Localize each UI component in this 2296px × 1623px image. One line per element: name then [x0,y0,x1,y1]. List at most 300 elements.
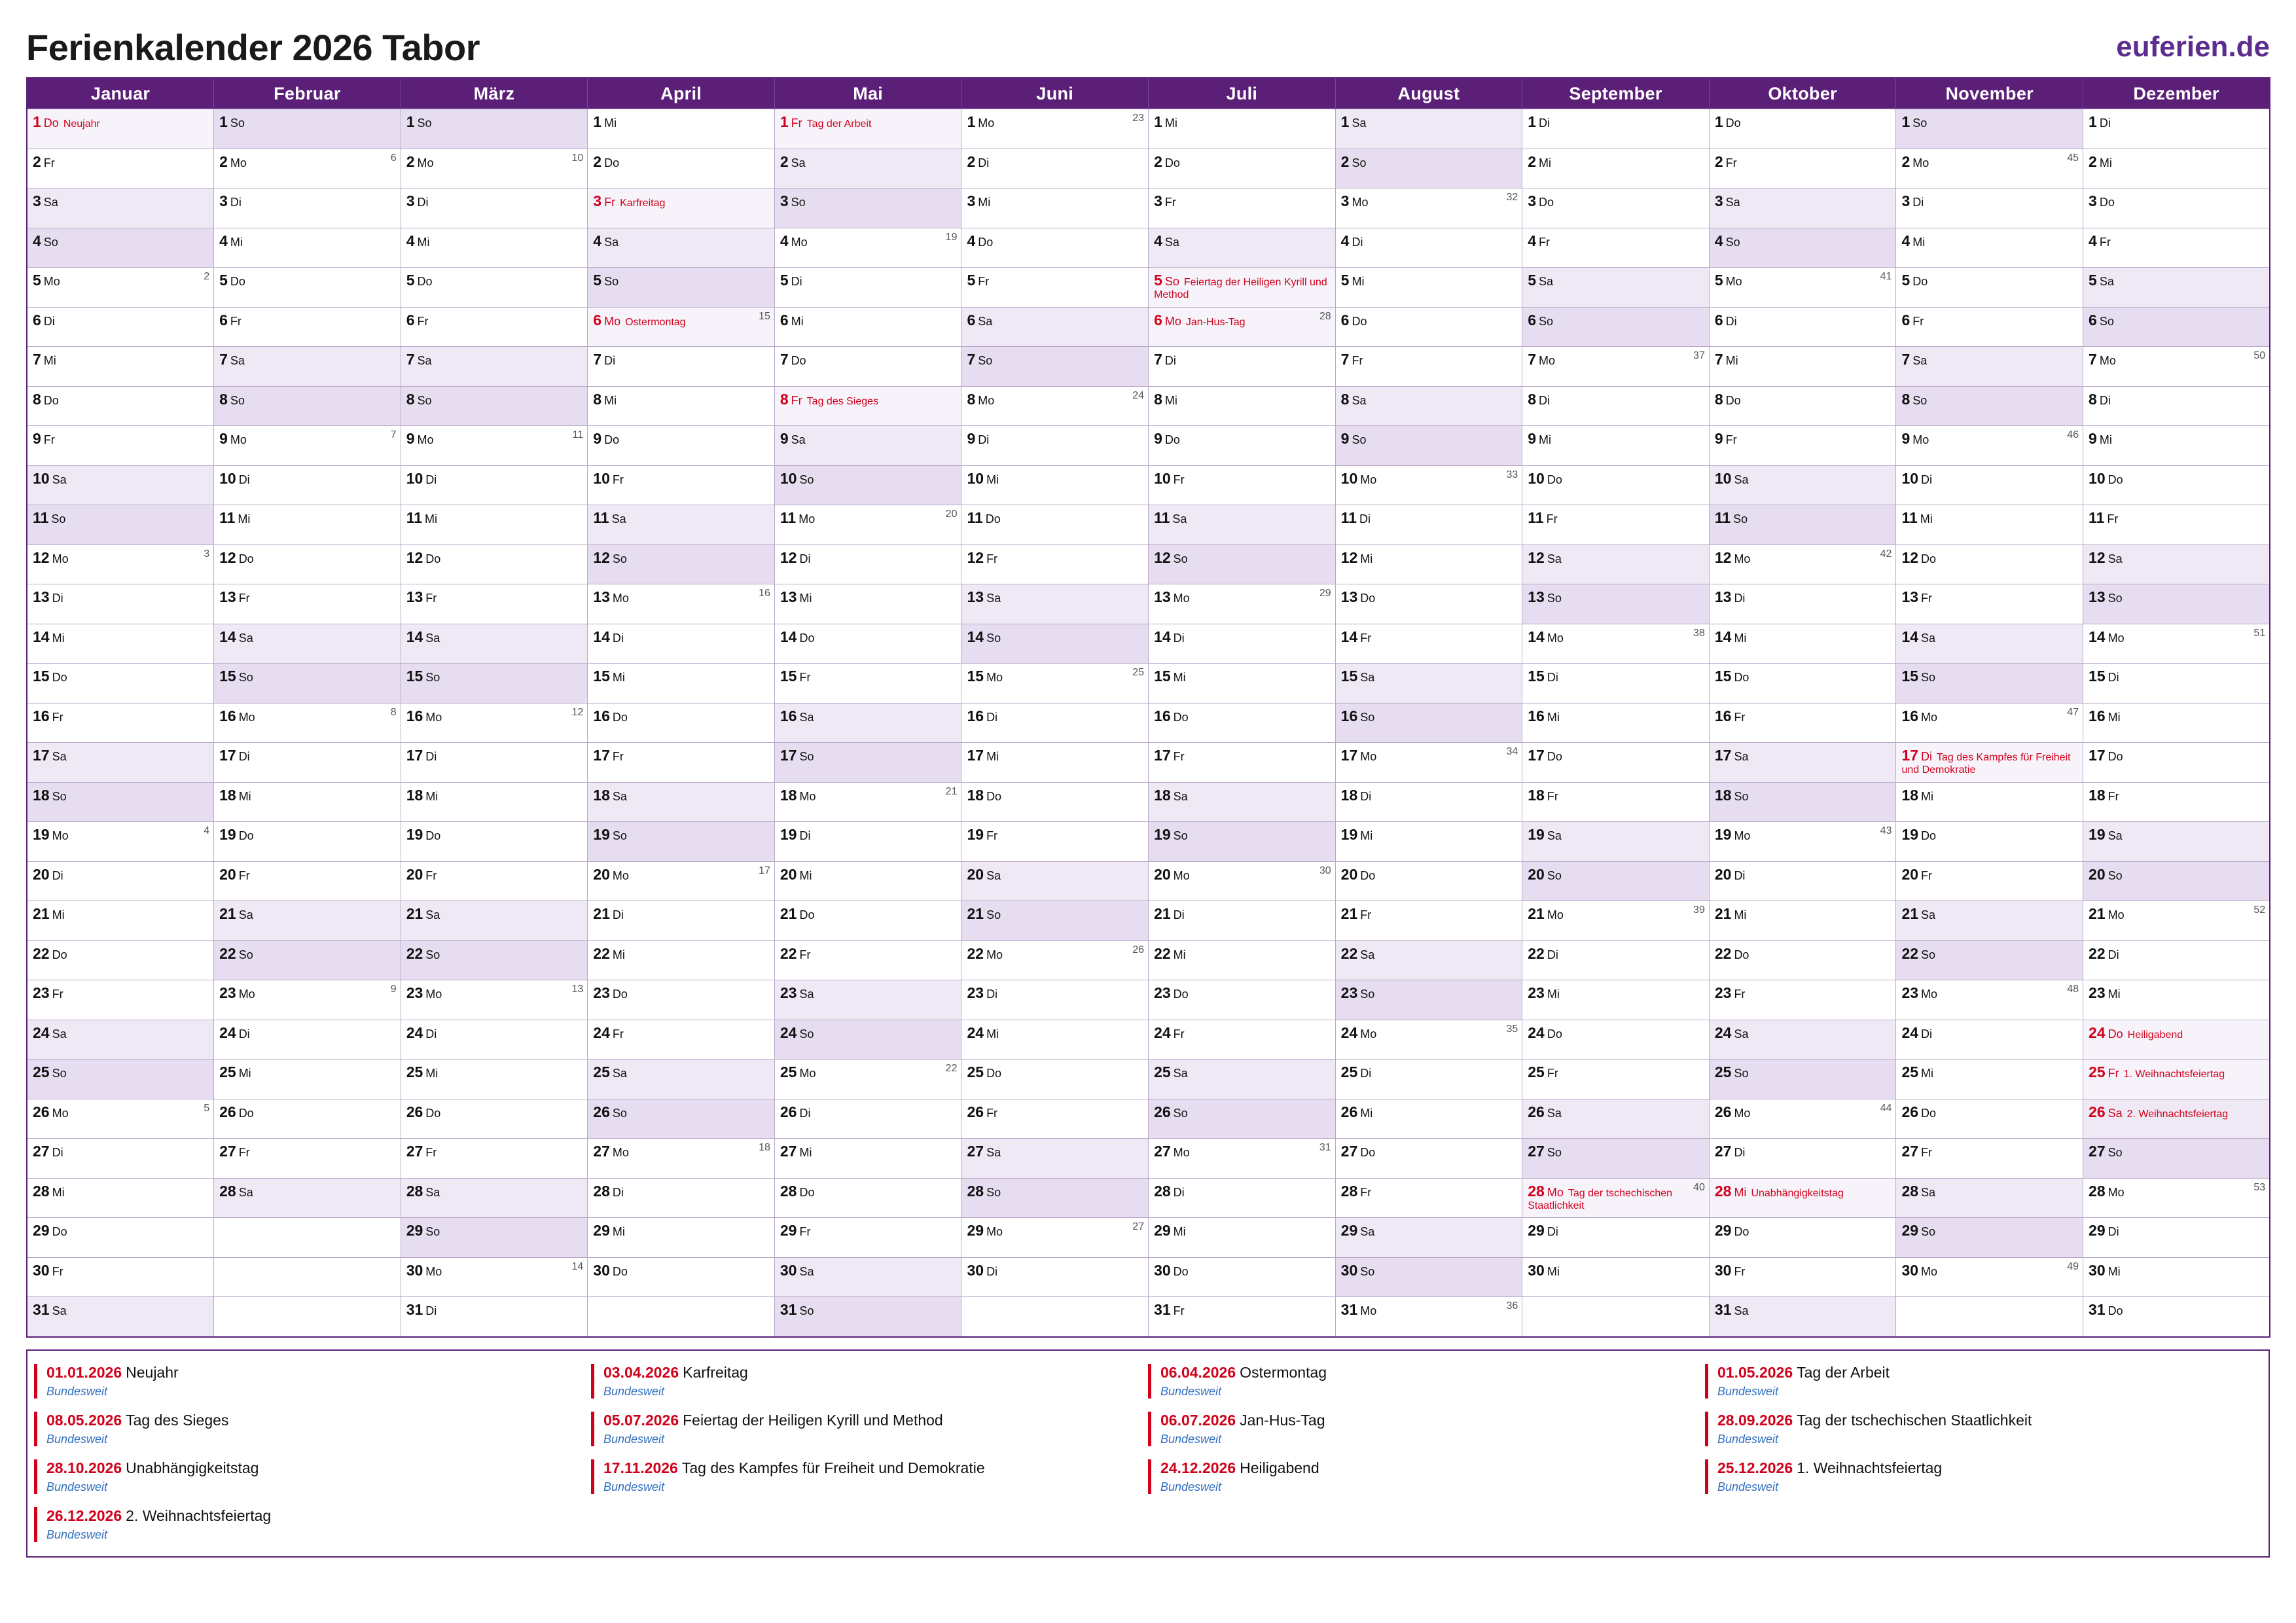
day-number: 21 [967,905,984,922]
day-weekday: Fr [986,552,998,565]
calendar-day-cell [1149,1020,1336,1060]
calendar-day-cell [1896,980,2083,1020]
day-number: 26 [1901,1103,1919,1120]
day-weekday: Do [799,631,815,645]
calendar-day-cell [27,347,214,387]
calendar-day-cell [27,109,214,149]
calendar-day-cell [1522,149,1710,188]
calendar-day-cell [774,861,961,901]
calendar-day-content [1336,743,1522,782]
calendar-day-cell [2083,228,2270,268]
holiday-label: Karfreitag [620,198,666,209]
calendar-day-cell [774,822,961,862]
calendar-day-content [1710,584,1896,624]
day-number: 15 [1154,668,1171,685]
day-number: 28 [1901,1182,1919,1200]
day-number: 13 [1901,588,1919,605]
day-number: 7 [1528,351,1537,368]
day-weekday: Mo [1173,868,1190,882]
calendar-day-cell [27,703,214,743]
calendar-day-cell [1896,109,2083,149]
brand-logo: euferien.de [2116,31,2270,63]
day-weekday: Sa [52,473,67,486]
calendar-day-content [775,1218,961,1257]
calendar-row [27,347,2270,387]
day-number: 20 [1714,865,1732,883]
day-number: 13 [780,588,797,605]
day-number: 8 [1901,390,1910,408]
day-weekday: Di [1360,789,1372,803]
calendar-day-cell [401,980,588,1020]
calendar-day-cell [1709,743,1896,783]
calendar-day-content [1710,109,1896,149]
day-weekday: Di [1912,196,1924,209]
legend-label: Tag des Kampfes für Freiheit und Demokratie [681,1459,985,1476]
day-number: 25 [2089,1063,2106,1080]
day-weekday: Mi [1547,710,1560,724]
week-number: 37 [1693,350,1705,361]
day-weekday: Mi [425,512,438,526]
legend-label: Tag der Arbeit [1797,1363,1890,1381]
day-weekday: Do [1360,1146,1376,1159]
legend-scope: Bundesweit [603,1432,665,1446]
day-number: 5 [1154,272,1162,289]
calendar-day-cell [774,1099,961,1139]
legend-item [34,1405,591,1453]
calendar-day-content [961,109,1148,149]
calendar-day-cell [2083,307,2270,347]
day-number: 18 [33,786,50,804]
calendar-day-cell [1896,1020,2083,1060]
holiday-label: 1. Weihnachtsfeiertag [2123,1069,2225,1080]
calendar-day-content [1522,545,1709,584]
day-number: 13 [33,588,50,605]
day-number: 29 [2089,1222,2106,1239]
calendar-day-cell [774,1178,961,1218]
calendar-row [27,228,2270,268]
day-weekday: Do [1921,552,1937,565]
day-weekday: Sa [2099,275,2114,288]
week-number: 43 [1880,825,1892,836]
week-number: 3 [204,548,210,560]
calendar-day-content [588,1218,774,1257]
month-header-row [27,78,2270,109]
legend-date: 05.07.2026 [603,1411,679,1429]
day-weekday: Fr [1173,473,1185,486]
day-number: 13 [2089,588,2106,605]
day-weekday: So [799,1027,814,1041]
day-number: 31 [406,1301,423,1318]
day-number: 11 [1528,509,1544,526]
calendar-day-content [775,188,961,228]
day-weekday: Do [2099,196,2115,209]
day-number: 1 [219,113,228,130]
calendar-row [27,980,2270,1020]
calendar-day-content [1149,584,1335,624]
day-number: 22 [33,944,50,962]
day-weekday: Do [2108,473,2123,486]
day-weekday: So [52,789,67,803]
day-number: 8 [1154,390,1162,408]
calendar-day-cell [27,1139,214,1179]
calendar-day-cell [2083,268,2270,308]
day-weekday: Do [1912,275,1928,288]
day-number: 18 [219,786,236,804]
day-weekday: Mo [799,789,816,803]
calendar-day-content [1336,822,1522,861]
calendar-day-content [961,862,1148,901]
calendar-day-cell [774,386,961,426]
day-weekday: Mo [238,988,255,1001]
calendar-day-content [27,862,213,901]
calendar-day-content [1522,505,1709,544]
day-number: 27 [1528,1143,1545,1160]
calendar-row [27,307,2270,347]
week-number: 19 [945,231,958,243]
day-weekday: Fr [1164,196,1176,209]
calendar-day-cell [774,664,961,704]
day-weekday: So [799,1304,814,1317]
day-weekday: Mi [1360,1106,1373,1120]
day-number: 22 [967,944,984,962]
day-weekday: Mi [604,393,617,407]
calendar-day-content [588,704,774,743]
day-number: 12 [1528,548,1545,566]
calendar-day-content [401,228,588,268]
calendar-day-content [961,980,1148,1020]
calendar-day-cell [2083,109,2270,149]
day-number: 7 [2089,351,2097,368]
day-weekday: Fr [1725,156,1737,169]
calendar-day-content [401,704,588,743]
day-weekday: Mi [238,789,251,803]
calendar-day-content [1896,1179,2083,1218]
calendar-day-cell [1896,505,2083,545]
day-number: 10 [406,469,423,487]
day-number: 29 [780,1222,797,1239]
day-weekday: Mi [1539,156,1552,169]
calendar-day-content [1336,1060,1522,1099]
legend-item [1705,1405,2262,1453]
day-weekday: Mi [612,1225,625,1238]
calendar-day-cell [27,188,214,228]
day-weekday: So [1734,789,1749,803]
day-number: 2 [1340,152,1350,170]
legend-label: Jan-Hus-Tag [1240,1411,1325,1429]
day-weekday: Di [1173,631,1185,645]
day-number: 2 [1154,152,1162,170]
calendar-day-content [1149,1099,1335,1139]
day-number: 15 [967,668,984,685]
day-weekday: Sa [612,1067,627,1080]
calendar-row [27,782,2270,822]
day-number: 20 [1901,865,1919,883]
legend-date: 24.12.2026 [1160,1459,1236,1476]
day-weekday: Mo [1547,908,1564,921]
day-weekday: Sa [1173,1067,1188,1080]
calendar-day-cell [588,1257,775,1297]
day-weekday: So [425,671,440,684]
calendar-day-content [401,783,588,822]
day-weekday: Mi [425,1067,439,1080]
calendar-day-content [2083,505,2269,544]
day-weekday: Fr [1921,592,1933,605]
day-weekday: Di [604,354,616,367]
day-weekday: Mi [417,235,430,249]
calendar-day-cell [27,1297,214,1337]
calendar-day-content [588,1179,774,1218]
calendar-day-content [1710,980,1896,1020]
week-number: 12 [571,706,584,718]
legend-date: 01.01.2026 [46,1363,122,1381]
day-number: 19 [967,826,984,843]
calendar-day-cell [401,861,588,901]
calendar-day-cell [401,1297,588,1337]
day-number: 30 [780,1261,797,1279]
calendar-row [27,109,2270,149]
calendar-day-content [214,783,401,822]
legend-item [591,1405,1148,1453]
day-weekday: Di [1539,116,1551,130]
calendar-day-content [214,862,401,901]
day-number: 3 [593,192,602,209]
calendar-day-cell [1896,1178,2083,1218]
calendar-day-cell [588,307,775,347]
day-number: 29 [1340,1222,1358,1239]
calendar-day-cell [27,307,214,347]
day-weekday: Di [2108,671,2119,684]
calendar-day-content [775,941,961,980]
calendar-day-content [1896,1060,2083,1099]
week-number: 53 [2253,1181,2266,1193]
day-weekday: Mi [1547,988,1560,1001]
legend-scope: Bundesweit [1717,1432,1779,1446]
holiday-label: 2. Weihnachtsfeiertag [2126,1108,2229,1120]
day-weekday: Di [425,473,437,486]
calendar-day-cell [2083,703,2270,743]
day-number: 24 [219,1024,236,1041]
calendar-day-cell [214,426,401,466]
legend-item-inner [591,1459,1140,1494]
calendar-cell-empty [588,1297,775,1337]
calendar-row [27,1178,2270,1218]
calendar-day-content [961,426,1148,465]
day-number: 20 [1154,865,1171,883]
calendar-day-content [1522,901,1709,940]
day-weekday: Do [1173,710,1189,724]
calendar-day-content [588,1060,774,1099]
day-number: 10 [219,469,236,487]
day-weekday: Fr [612,473,624,486]
calendar-day-cell [588,980,775,1020]
day-weekday: Di [1173,1185,1185,1199]
day-weekday: Fr [2108,1067,2119,1080]
legend-line [1160,1364,1697,1382]
day-number: 19 [780,826,797,843]
calendar-day-cell [27,861,214,901]
calendar-day-cell [401,1178,588,1218]
week-number: 29 [1319,588,1331,599]
calendar-day-content [1522,822,1709,861]
calendar-day-content [1149,109,1335,149]
calendar-day-content [775,268,961,307]
calendar-day-cell [774,1297,961,1337]
calendar-day-content [1336,1258,1522,1297]
calendar-day-content [27,149,213,188]
calendar-day-cell [1149,743,1336,783]
day-weekday: Di [425,1304,437,1317]
day-number: 14 [967,628,984,645]
calendar-day-cell [214,1099,401,1139]
calendar-day-content [214,1139,401,1178]
calendar-day-cell [774,743,961,783]
day-number: 12 [219,548,236,566]
day-number: 20 [1340,865,1358,883]
calendar-row [27,664,2270,704]
calendar-day-cell [1896,664,2083,704]
day-weekday: Fr [52,988,63,1001]
calendar-day-content [775,387,961,426]
day-number: 17 [1528,747,1545,764]
calendar-day-cell [588,149,775,188]
day-weekday: Fr [791,116,802,130]
calendar-day-content [2083,228,2269,268]
day-weekday: So [986,631,1001,645]
calendar-day-content [775,1020,961,1060]
day-number: 4 [1528,232,1537,249]
day-number: 22 [1154,944,1171,962]
calendar-day-cell [1335,347,1522,387]
day-number: 20 [1528,865,1545,883]
calendar-day-cell [1709,861,1896,901]
legend-scope: Bundesweit [46,1527,108,1541]
calendar-day-cell [1709,980,1896,1020]
calendar-day-cell [961,188,1149,228]
holiday-label: Tag des Sieges [806,395,879,407]
day-weekday: Fr [238,1146,250,1159]
day-number: 30 [1528,1261,1545,1279]
day-number: 13 [219,588,236,605]
day-number: 23 [1340,984,1358,1001]
day-number: 29 [1714,1222,1732,1239]
day-number: 11 [780,509,797,526]
day-weekday: Do [1539,196,1554,209]
calendar-day-content [1522,783,1709,822]
day-weekday: Mi [1921,789,1934,803]
day-weekday: Mi [1173,948,1186,961]
calendar-day-content [1522,426,1709,465]
calendar-day-content [401,426,588,465]
day-weekday: Do [986,1067,1002,1080]
calendar-day-content [1522,347,1709,386]
day-weekday: Do [1734,671,1749,684]
calendar-day-content [27,387,213,426]
day-number: 19 [1714,826,1732,843]
day-number: 20 [780,865,797,883]
calendar-day-cell [2083,149,2270,188]
calendar-day-cell [214,228,401,268]
calendar-day-cell [961,544,1149,584]
calendar-day-cell [401,347,588,387]
calendar-day-content [1896,624,2083,664]
day-weekday: Sa [1360,671,1375,684]
calendar-day-content [1896,1218,2083,1257]
day-number: 16 [967,707,984,724]
day-number: 10 [1714,469,1732,487]
day-weekday: Do [425,1106,441,1120]
day-weekday: Do [1734,948,1749,961]
day-weekday: Di [986,1264,998,1278]
day-number: 21 [780,905,797,922]
calendar-day-content [1522,980,1709,1020]
calendar-day-content [588,783,774,822]
calendar-day-content [1896,149,2083,188]
day-weekday: Mo [1912,433,1929,446]
day-weekday: Mo [417,433,434,446]
calendar-day-cell [214,307,401,347]
calendar-day-content [401,308,588,347]
day-number: 2 [967,152,976,170]
calendar-day-content [214,704,401,743]
day-weekday: Mo [978,116,995,130]
holiday-label: Feiertag der Heiligen Kyrill und Method [1154,277,1327,300]
calendar-day-content [588,387,774,426]
calendar-day-content [1896,822,2083,861]
day-number: 15 [2089,668,2106,685]
calendar-day-cell [27,1178,214,1218]
calendar-cell-empty [1522,1297,1710,1337]
calendar-day-cell [961,1178,1149,1218]
day-number: 5 [406,272,415,289]
calendar-day-content [27,188,213,228]
calendar-day-cell [1149,1218,1336,1258]
calendar-day-cell [1335,1020,1522,1060]
day-number: 9 [780,430,789,447]
calendar-day-cell [401,544,588,584]
week-number: 49 [2067,1260,2079,1272]
calendar-day-content [961,228,1148,268]
day-weekday: Fr [425,592,437,605]
calendar-day-cell [401,268,588,308]
day-number: 24 [406,1024,423,1041]
calendar-day-content [401,1139,588,1178]
calendar-day-cell [774,307,961,347]
day-number: 14 [219,628,236,645]
day-number: 10 [593,469,610,487]
calendar-day-content [401,1297,588,1336]
day-number: 19 [406,826,423,843]
day-number: 13 [1528,588,1545,605]
day-number: 19 [1901,826,1919,843]
holiday-label: Ostermontag [625,316,686,328]
day-number: 28 [219,1182,236,1200]
calendar-day-content [1149,664,1335,703]
calendar-day-cell [2083,861,2270,901]
calendar-day-cell [961,109,1149,149]
day-number: 9 [593,430,602,447]
calendar-day-cell [214,664,401,704]
day-number: 28 [1154,1182,1171,1200]
legend-item-inner [34,1507,583,1542]
day-weekday: Fr [1173,1027,1185,1041]
day-number: 21 [406,905,423,922]
day-number: 3 [2089,192,2097,209]
day-number: 10 [1901,469,1919,487]
day-number: 26 [219,1103,236,1120]
calendar-day-cell [1335,268,1522,308]
day-weekday: Sa [1921,1185,1936,1199]
day-weekday: Di [1734,1146,1746,1159]
